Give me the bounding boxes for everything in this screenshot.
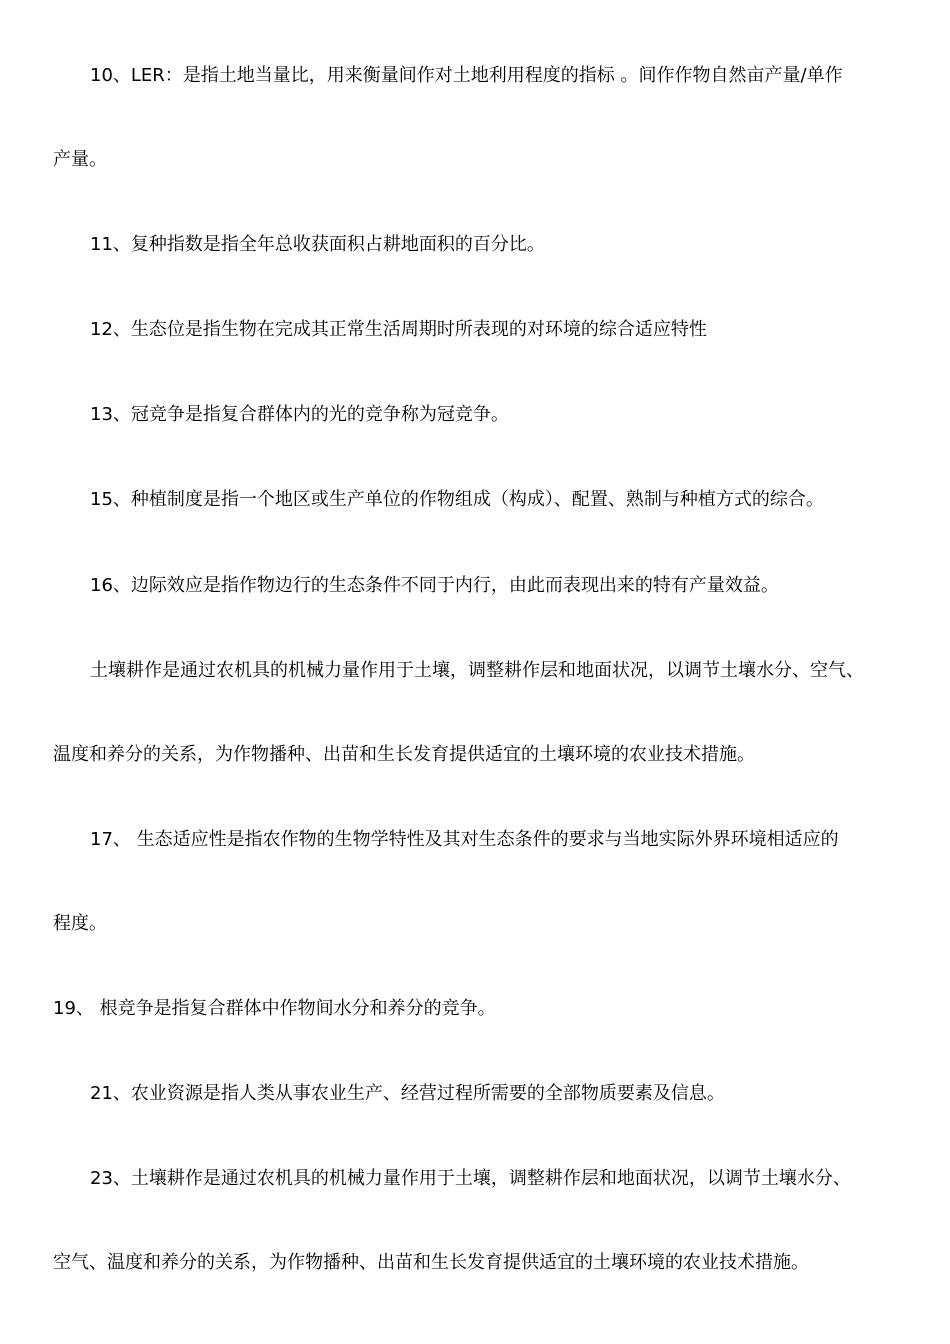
paragraph-10-line-1: 10、LER：是指土地当量比，用来衡量间作对土地利用程度的指标 。间作作物自然亩产量/单作 bbox=[90, 65, 843, 86]
paragraph-tillage-line-2: 温度和养分的关系，为作物播种、出苗和生长发育提供适宜的土壤环境的农业技术措施。 bbox=[53, 744, 755, 765]
paragraph-21-line-1: 21、农业资源是指人类从事农业生产、经营过程所需要的全部物质要素及信息。 bbox=[90, 1083, 725, 1104]
paragraph-12-line-1: 12、生态位是指生物在完成其正常生活周期时所表现的对环境的综合适应特性 bbox=[90, 319, 707, 340]
paragraph-13-line-1: 13、冠竞争是指复合群体内的光的竞争称为冠竞争。 bbox=[90, 404, 509, 425]
paragraph-11-line-1: 11、复种指数是指全年总收获面积占耕地面积的百分比。 bbox=[90, 234, 545, 255]
paragraph-23-line-2: 空气、温度和养分的关系，为作物播种、出苗和生长发育提供适宜的土壤环境的农业技术措施。 bbox=[53, 1252, 809, 1273]
paragraph-17-line-1: 17、 生态适应性是指农作物的生物学特性及其对生态条件的要求与当地实际外界环境相适应的 bbox=[90, 829, 839, 850]
paragraph-17-line-2: 程度。 bbox=[53, 913, 107, 934]
paragraph-16-line-1: 16、边际效应是指作物边行的生态条件不同于内行，由此而表现出来的特有产量效益。 bbox=[90, 575, 779, 596]
paragraph-23-line-1: 23、土壤耕作是通过农机具的机械力量作用于土壤，调整耕作层和地面状况，以调节土壤水分、 bbox=[90, 1168, 851, 1189]
paragraph-19-line-1: 19、 根竞争是指复合群体中作物间水分和养分的竞争。 bbox=[53, 998, 496, 1019]
paragraph-tillage-line-1: 土壤耕作是通过农机具的机械力量作用于土壤，调整耕作层和地面状况，以调节土壤水分、空气、 bbox=[90, 660, 864, 681]
paragraph-10-line-2: 产量。 bbox=[53, 149, 107, 170]
paragraph-15-line-1: 15、种植制度是指一个地区或生产单位的作物组成（构成）、配置、熟制与种植方式的综合。 bbox=[90, 489, 824, 510]
